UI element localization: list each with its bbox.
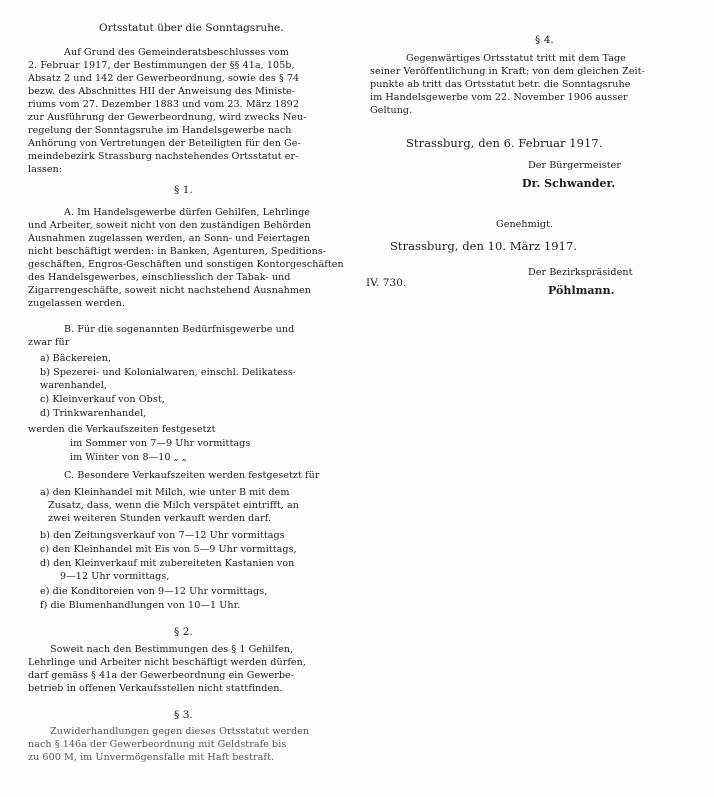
list-item: f) die Blumenhandlungen von 10—1 Uhr. (40, 600, 241, 611)
text-line: Gegenwärtiges Ortsstatut tritt mit dem Tage (406, 53, 626, 64)
list-item: b) den Zeitungsverkauf von 7—12 Uhr vormittags (40, 530, 285, 541)
text-line: nach § 146a der Gewerbeordnung mit Geldstrafe bis (28, 739, 287, 750)
text-line: zur Ausführung der Gewerbeordnung, wird zwecks Neu- (28, 112, 307, 123)
president-name: Pöhlmann. (548, 284, 615, 297)
mayor-name: Dr. Schwander. (522, 177, 616, 190)
text-line: 2. Februar 1917, der Bestimmungen der §§ 41a, 105b, (28, 60, 295, 71)
text-line: zwei weiteren Stunden verkauft werden darf. (48, 513, 272, 524)
text-line: geschäften, Engros-Geschäften und sonstigen Kontorgeschäften (28, 259, 344, 270)
mayor-title: Der Bürgermeister (528, 160, 621, 171)
text-line: Soweit nach den Bestimmungen des § 1 Gehilfen, (50, 644, 294, 655)
list-item: e) die Konditoreien von 9—12 Uhr vormittags, (40, 586, 268, 597)
text-line: riums vom 27. Dezember 1883 und vom 23. März 1892 (28, 99, 299, 110)
section-3-heading: § 3. (174, 709, 193, 721)
text-line: nicht beschäftigt werden: in Banken, Agenturen, Speditions- (28, 246, 327, 257)
text-line: Absatz 2 und 142 der Gewerbeordnung, sowie des § 74 (28, 73, 300, 84)
text-line: 9—12 Uhr vormittags, (60, 571, 170, 582)
text-line: werden die Verkaufszeiten festgesetzt (28, 424, 216, 435)
list-item: d) den Kleinverkauf mit zubereiteten Kastanien von (40, 558, 295, 569)
text-line: Ausnahmen zugelassen werden, an Sonn- und Feiertagen (28, 233, 311, 244)
list-item: a) den Kleinhandel mit Milch, wie unter B mit dem (40, 487, 290, 498)
text-line: B. Für die sogenannten Bedürfnisgewerbe und (64, 324, 295, 335)
text-line: lassen: (28, 164, 63, 175)
text-line: Auf Grund des Gemeinderatsbeschlusses vom (64, 47, 289, 58)
document-title: Ortsstatut über die Sonntagsruhe. (99, 22, 284, 34)
section-2-heading: § 2. (174, 626, 193, 638)
text-line: A. Im Handelsgewerbe dürfen Gehilfen, Lehrlinge (64, 207, 311, 218)
text-line: seiner Veröffentlichung in Kraft; von dem gleichen Zeit- (370, 66, 645, 77)
text-line: C. Besondere Verkaufszeiten werden festgesetzt für (64, 470, 320, 481)
section-1-heading: § 1. (174, 184, 193, 196)
list-item: warenhandel, (40, 380, 107, 391)
approval-label: Genehmigt. (496, 219, 554, 230)
text-line: Geltung. (370, 105, 413, 116)
list-item: a) Bäckereien, (40, 353, 112, 364)
text-line: punkte ab tritt das Ortsstatut betr. die Sonntagsruhe (370, 79, 631, 90)
text-line: Zusatz, dass, wenn die Milch verspätet eintrifft, an (48, 500, 299, 511)
reference-number: IV. 730. (366, 277, 407, 289)
place-date: Strassburg, den 6. Februar 1917. (406, 136, 603, 150)
text-line: Zuwiderhandlungen gegen dieses Ortsstatut werden (50, 726, 310, 737)
text-line: und Arbeiter, soweit nicht von den zuständigen Behörden (28, 220, 312, 231)
text-line: regelung der Sonntagsruhe im Handelsgewerbe nach (28, 125, 292, 136)
text-line: im Handelsgewerbe vom 22. November 1906 ausser (370, 92, 628, 103)
text-line: darf gemäss § 41a der Gewerbeordnung ein Gewerbe- (28, 670, 295, 681)
text-line: Zigarrengeschäfte, soweit nicht nachstehend Ausnahmen (28, 285, 311, 296)
text-line: im Winter von 8—10 „ „ (70, 452, 187, 463)
list-item: c) den Kleinhandel mit Eis von 5—9 Uhr vormittags, (40, 544, 297, 555)
text-line: Anhörung von Vertretungen der Beteiligten für den Ge- (28, 138, 301, 149)
text-line: Lehrlinge und Arbeiter nicht beschäftigt werden dürfen, (28, 657, 306, 668)
list-item: d) Trinkwarenhandel, (40, 408, 147, 419)
list-item: b) Spezerei- und Kolonialwaren, einschl. Delikatess- (40, 367, 297, 378)
list-item: c) Kleinverkauf von Obst, (40, 394, 165, 405)
approval-date: Strassburg, den 10. März 1917. (390, 239, 578, 253)
text-line: zu 600 M, im Unvermögensfalle mit Haft bestraft. (28, 752, 275, 763)
text-line: bezw. des Abschnittes HII der Anweisung des Ministe- (28, 86, 296, 97)
text-line: im Sommer von 7—9 Uhr vormittags (70, 438, 251, 449)
text-line: meindebezirk Strassburg nachstehendes Ortsstatut er- (28, 151, 299, 162)
text-line: des Handelsgewerbes, einschliesslich der Tabak- und (28, 272, 291, 283)
text-line: betrieb in offenen Verkaufsstellen nicht stattfinden. (28, 683, 283, 694)
text-line: zwar für (28, 337, 70, 348)
president-title: Der Bezirkspräsident (528, 267, 633, 278)
text-line: zugelassen werden. (28, 298, 126, 309)
section-4-heading: § 4. (535, 34, 554, 46)
